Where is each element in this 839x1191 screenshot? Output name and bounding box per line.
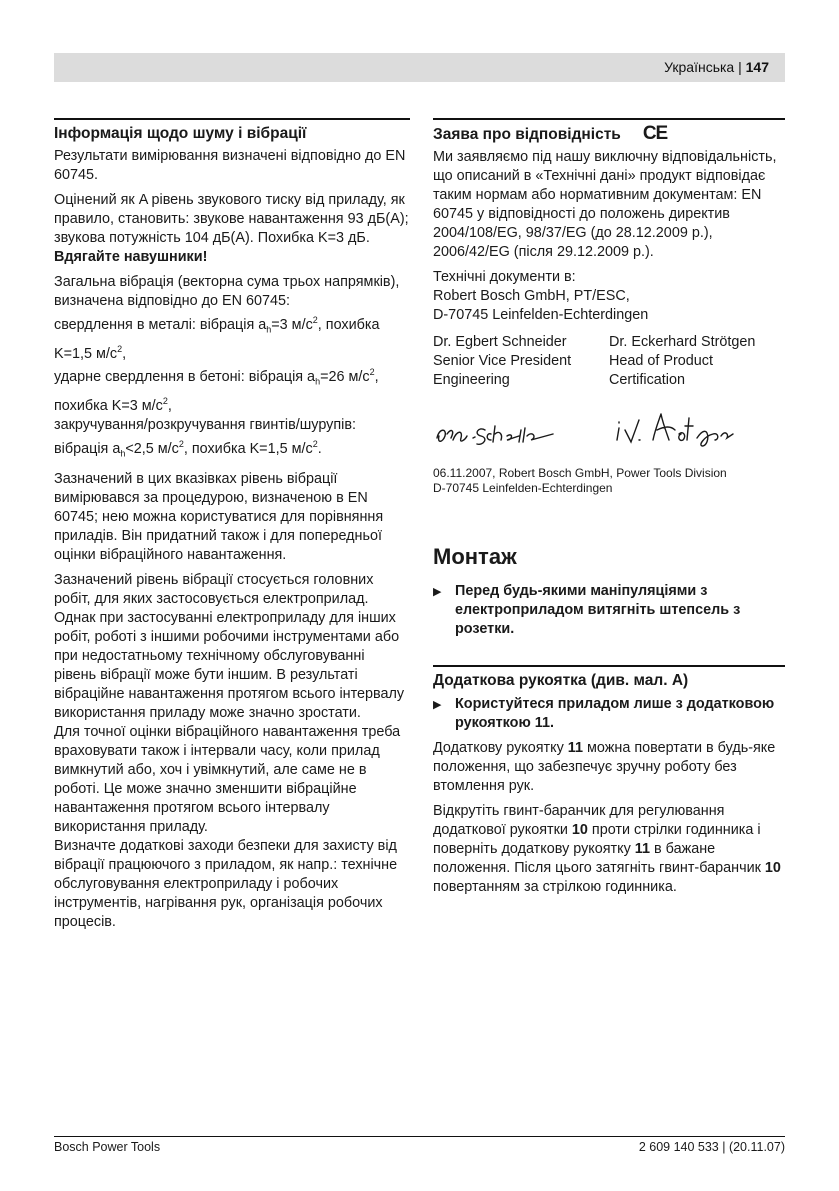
- signature-address: D-70745 Leinfelden-Echterdingen: [433, 481, 613, 495]
- noise-p3: Зазначений в цих вказівках рівень вібрації вимірювався за процедурою, визначеною в EN 60745; нею можна користуватися для порівняння приладів. Він придатний також і для попередньої оцінки вібраційного навантаження.: [54, 470, 384, 563]
- noise-p4: Зазначений рівень вібрації стосується головних робіт, для яких застосовується електроприлад. Однак при застосуванні електроприладу для інших робіт, роботі з іншими робочими інструментами або при недостатньому технічному обслуговуванні рівень вібрації може бути іншим. В результаті вібраційне навантаження протягом всього інтервалу використання приладу може значно зростати.: [54, 571, 405, 721]
- signatory-1: Dr. Egbert Schneider Senior Vice President Engineering: [433, 334, 572, 388]
- page-number: 147: [745, 59, 769, 75]
- assembly-bullet-2: ▶ Користуйтеся приладом лише з додатковою рукояткою 11.: [433, 696, 775, 731]
- ce-mark-icon: CE: [642, 123, 668, 144]
- aux-handle-heading: Додаткова рукоятка (див. мал. A): [433, 665, 785, 691]
- assembly-heading: Монтаж: [433, 544, 517, 569]
- signature-2-image: [613, 400, 783, 450]
- signature-1-image: [433, 400, 613, 450]
- assembly-p2: Відкрутіть гвинт-баранчик для регулювання додаткової рукоятки 10 проти стрілки годинника і поверніть додаткову рукоятку 11 в бажане положення. Після цього затягніть гвинт-баранчик 10 повертанням за стрілкою годинника.: [433, 803, 781, 895]
- left-column: [54, 118, 410, 938]
- conformity-p1: Ми заявляємо під нашу виключну відповідальність, що описаний в «Технічні дані» продукт відповідає таким нормам або нормативним документам: EN 60745 у відповідності до положень директив 2004/108/EG, 98/37/EG (до 28.12.2009 р.), 2006/42/EG (після 29.12.2009 р.).: [433, 149, 777, 260]
- noise-p1: Результати вимірювання визначені відповідно до EN 60745.: [54, 148, 406, 183]
- vibration-impact-concrete: ударне свердлення в бетоні: вібрація $a_h=26$ $м/с^2$, похибка K=3 $м/с^2$,: [54, 367, 379, 414]
- header-separator: |: [738, 59, 742, 75]
- noise-heading: Інформація щодо шуму і вібрації: [54, 118, 410, 144]
- footer-right: 2 609 140 533 | (20.11.07): [638, 1140, 785, 1154]
- signature-date-line: 06.11.2007, Robert Bosch GmbH, Power Tools Division: [433, 466, 727, 480]
- signatories: [433, 333, 785, 390]
- noise-warning: Вдягайте навушники!: [54, 249, 208, 265]
- noise-p5: Для точної оцінки вібраційного навантаження треба враховувати також і інтервали часу, коли прилад вимкнутий або, хоч і увімкнутий, але саме не в роботі. Це може значно зменшити вібраційне навантаження протягом всього інтервалу використання приладу.: [54, 723, 401, 835]
- vibration-intro: Загальна вібрація (векторна сума трьох напрямків), визначена відповідно до EN 60745:: [54, 274, 400, 309]
- triangle-bullet-icon: ▶: [433, 586, 442, 598]
- header-language: Українська: [664, 59, 735, 75]
- assembly-bullet-1: ▶ Перед будь-якими маніпуляціями з електроприладом витягніть штепсель з розетки.: [433, 583, 741, 637]
- signatures: [433, 400, 785, 450]
- noise-p2: Оцінений як A рівень звукового тиску від приладу, як правило, становить: звукове навантаження 93 дБ(A); звукова потужність 104 дБ(A). Похибка K=3 дБ.: [54, 192, 409, 246]
- footer-left: Bosch Power Tools: [54, 1140, 161, 1154]
- footer-rule: [54, 1136, 785, 1137]
- tech-docs-address: D-70745 Leinfelden-Echterdingen: [433, 307, 649, 323]
- triangle-bullet-icon: ▶: [433, 699, 442, 711]
- assembly-p1: Додаткову рукоятку 11 можна повертати в будь-яке положення, що забезпечує зручну роботу без втомлення рук.: [433, 740, 776, 794]
- right-column: [433, 118, 785, 903]
- tech-docs-label: Технічні документи в:: [433, 269, 576, 285]
- signatory-2: Dr. Eckerhard Strötgen Head of Product Certification: [609, 334, 756, 388]
- vibration-drilling-metal: свердлення в металі: вібрація $a_h=3$ $м/с^2$, похибка K=1,5 $м/с^2$,: [54, 315, 380, 362]
- page-header: [54, 53, 785, 82]
- tech-docs-company: Robert Bosch GmbH, PT/ESC,: [433, 288, 630, 304]
- vibration-screwdriving: закручування/розкручування гвинтів/шурупів: вібрація $a_h<2,5$ $м/с^2$, похибка K=1,5 $м/с^2$.: [54, 416, 356, 459]
- header-text: [664, 59, 769, 75]
- noise-p6: Визначте додаткові заходи безпеки для захисту від вібрації працюючого з приладом, як напр.: технічне обслуговування електроприладу і робочих інструментів, нагрівання рук, організація робочих процесів.: [54, 837, 398, 930]
- conformity-heading: Заява про відповідність CE: [433, 118, 785, 145]
